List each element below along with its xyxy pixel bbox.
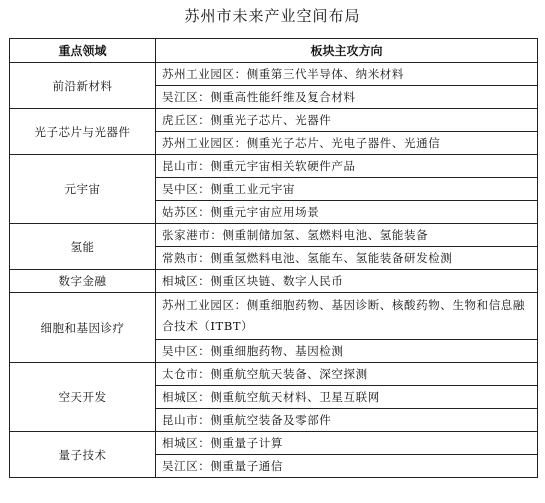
- table-row: [10, 270, 538, 293]
- field-cell: 细胞和基因诊疗: [10, 293, 156, 363]
- table-header-row: [10, 39, 538, 63]
- direction-cell: 昆山市：侧重航空装备及零部件: [156, 409, 538, 432]
- direction-cell: 常熟市：侧重氢燃料电池、氢能车、氢能装备研发检测: [156, 247, 538, 270]
- direction-cell: 苏州工业园区：侧重光子芯片、光电子器件、光通信: [156, 132, 538, 155]
- table-row: [10, 155, 538, 178]
- table-row: [10, 293, 538, 340]
- field-cell: 光子芯片与光器件: [10, 109, 156, 155]
- direction-cell: 相城区：侧重量子计算: [156, 432, 538, 455]
- field-cell: 氢能: [10, 224, 156, 270]
- direction-cell: 苏州工业园区：侧重细胞药物、基因诊断、核酸药物、生物和信息融合技术（ITBT）: [156, 293, 538, 340]
- direction-cell: 相城区：侧重区块链、数字人民币: [156, 270, 538, 293]
- field-cell: 数字金融: [10, 270, 156, 293]
- direction-cell: 太仓市：侧重航空航天装备、深空探测: [156, 363, 538, 386]
- direction-cell: 吴江区：侧重高性能纤维及复合材料: [156, 86, 538, 109]
- table-row: [10, 363, 538, 386]
- field-cell: 量子技术: [10, 432, 156, 478]
- table-row: [10, 432, 538, 455]
- direction-cell: 虎丘区：侧重光子芯片、光器件: [156, 109, 538, 132]
- header-field: 重点领域: [10, 39, 156, 63]
- table-row: [10, 109, 538, 132]
- direction-cell: 姑苏区：侧重元宇宙应用场景: [156, 201, 538, 224]
- direction-cell: 吴中区：侧重工业元宇宙: [156, 178, 538, 201]
- field-cell: 前沿新材料: [10, 63, 156, 109]
- header-direction: 板块主攻方向: [156, 39, 538, 63]
- direction-cell: 苏州工业园区：侧重第三代半导体、纳米材料: [156, 63, 538, 86]
- direction-cell: 相城区：侧重航空航天材料、卫星互联网: [156, 386, 538, 409]
- industry-layout-table: [9, 38, 538, 478]
- direction-cell: 昆山市：侧重元宇宙相关软硬件产品: [156, 155, 538, 178]
- table-row: [10, 63, 538, 86]
- page-title: 苏州市未来产业空间布局: [184, 7, 361, 25]
- direction-cell: 张家港市：侧重制储加氢、氢燃料电池、氢能装备: [156, 224, 538, 247]
- table-row: [10, 224, 538, 247]
- field-cell: 元宇宙: [10, 155, 156, 224]
- direction-cell: 吴江区：侧重量子通信: [156, 455, 538, 478]
- field-cell: 空天开发: [10, 363, 156, 432]
- direction-cell: 吴中区：侧重细胞药物、基因检测: [156, 340, 538, 363]
